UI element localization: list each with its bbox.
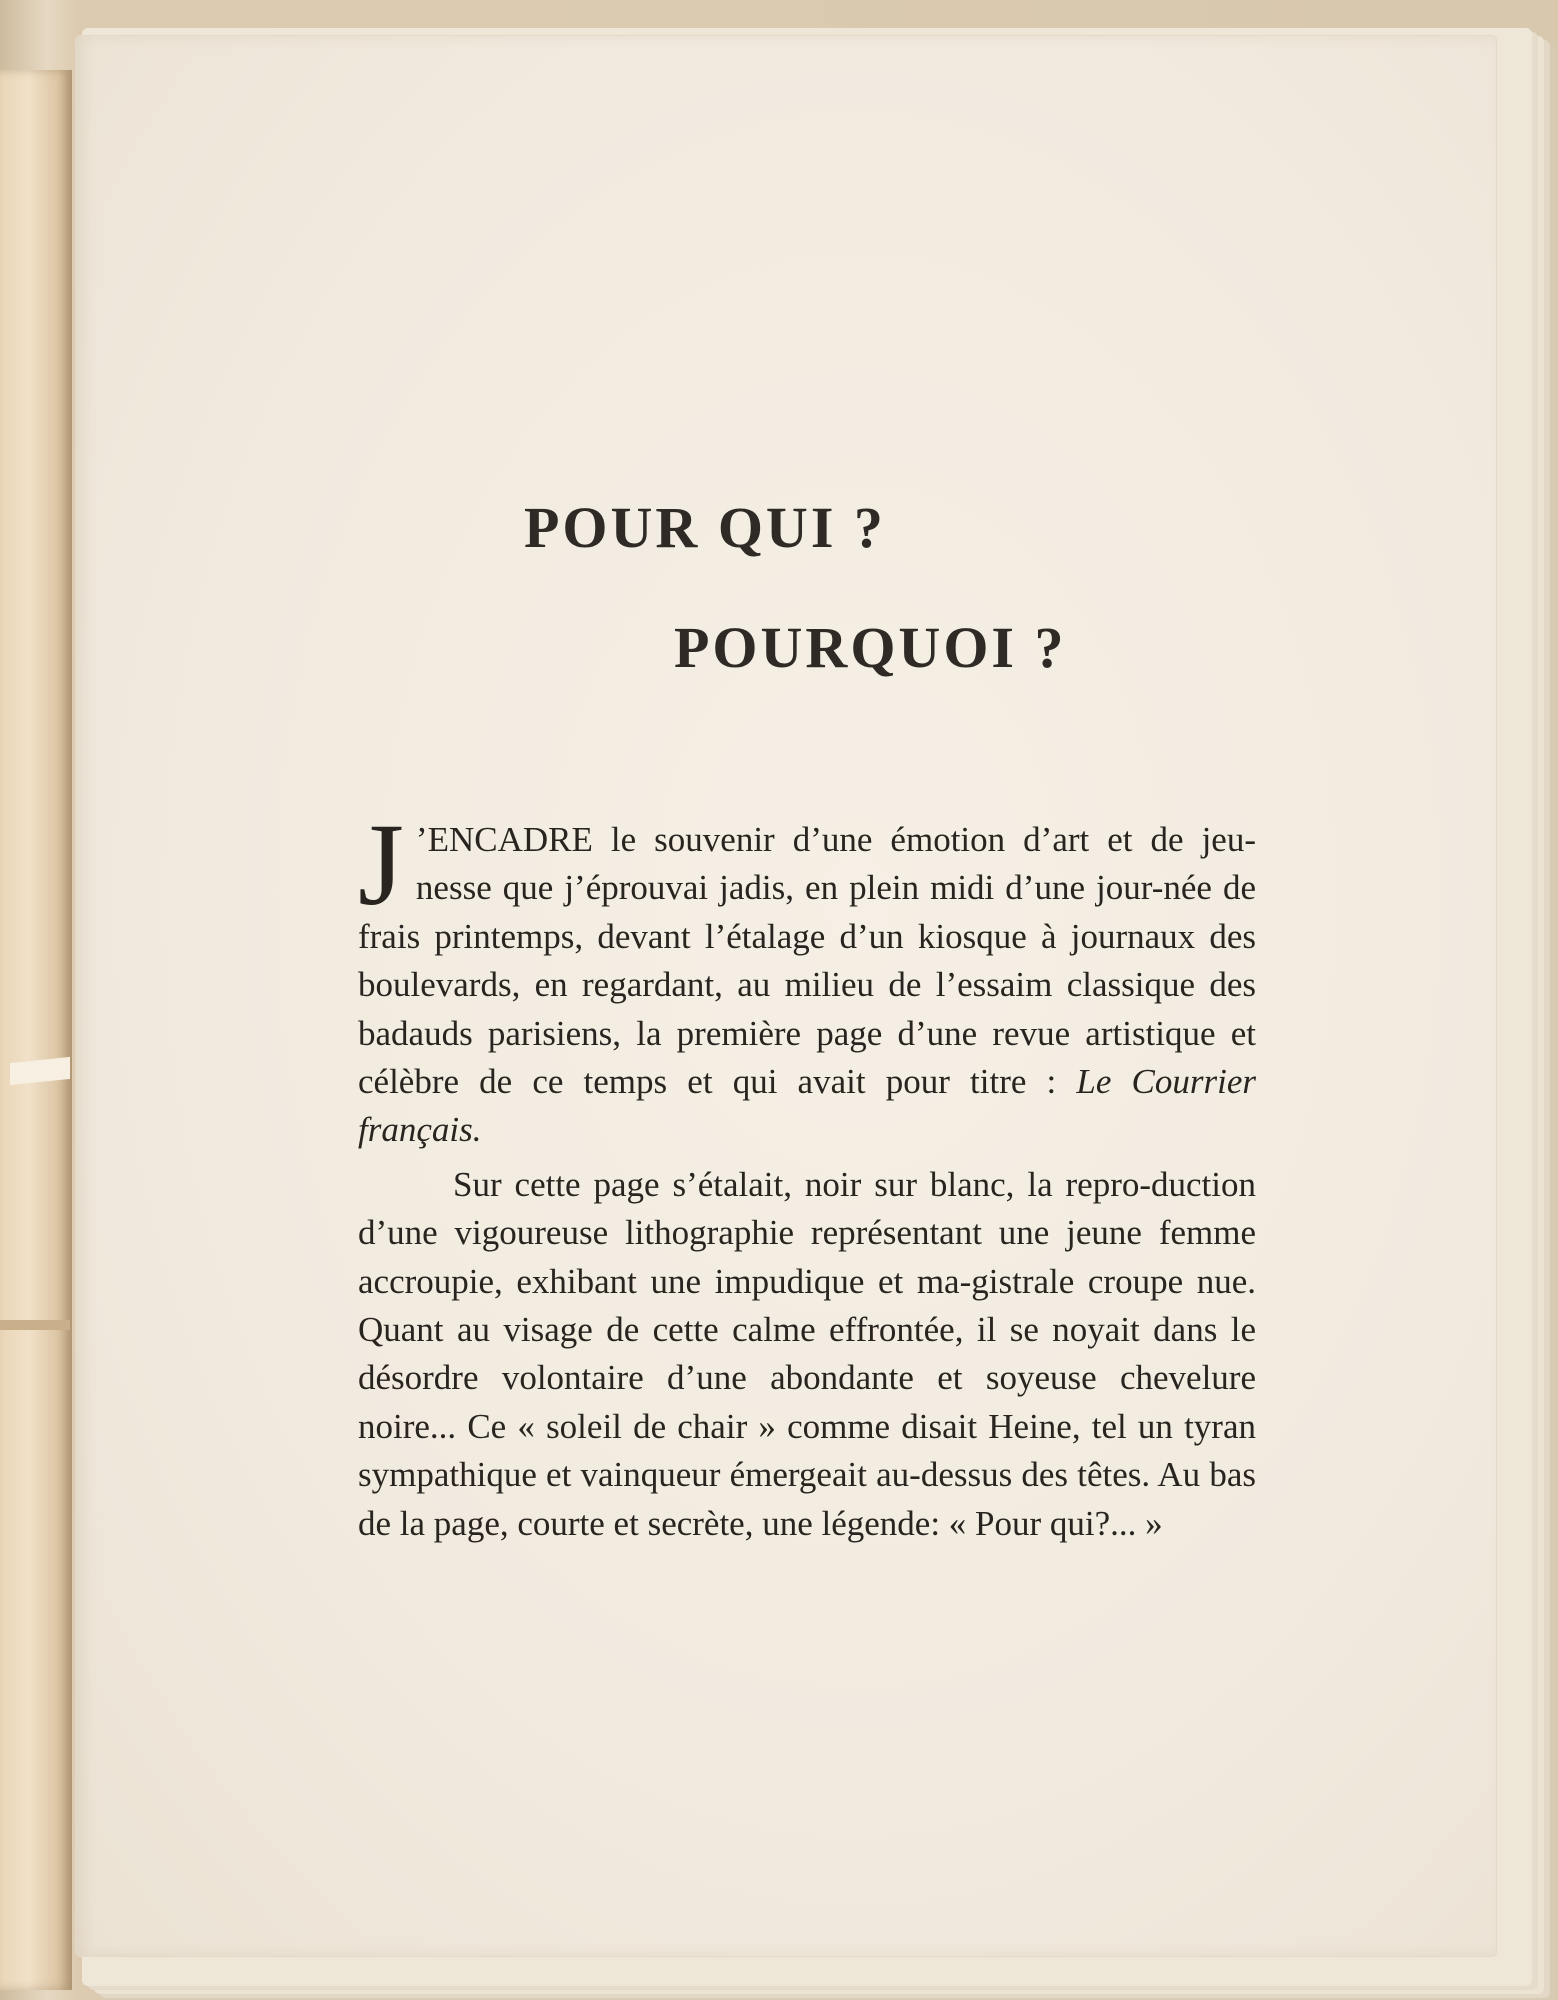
drop-cap: J [358, 799, 404, 930]
paragraph-1-text: le souvenir d’une émotion d’art et de jeu-nesse que j’éprouvai jadis, en plein midi d’une jour-née de frais printemps, devant l’étalage d’un kiosque à journaux des boulevards, en regardant, au milieu de l’essaim classique des badauds parisiens, la première page d’une revue artistique et célèbre de ce temps et qui avait pour titre : [358, 820, 1256, 1102]
cover-fold [0, 1320, 70, 1330]
title-line-1: POUR QUI ? [524, 495, 886, 560]
paragraph-2: Sur cette page s’étalait, noir sur blanc, la repro-duction d’une vigoureuse lithographie représentant une jeune femme accroupie, exhibant une impudique et ma-gistrale croupe nue. Quant au visage de cette calme effrontée, il se noyait dans le désordre volontaire d’une abondante et soyeuse chevelure noire... Ce « soleil de chair » comme disait Heine, tel un tyran sympathique et vainqueur émergeait au-dessus des têtes. Au bas de la page, courte et secrète, une légende: « Pour qui?... » [358, 1164, 1256, 1543]
opening-small-caps: ’ENCADRE [415, 820, 593, 859]
journal-title: Le Courrier français. [358, 1062, 1256, 1150]
cover-tear [10, 1057, 70, 1085]
title-line-2: POURQUOI ? [674, 615, 1067, 680]
paragraph-1 [358, 799, 1256, 1155]
folded-cover [0, 70, 72, 1990]
book-page [76, 36, 1496, 1956]
body-text [358, 799, 1256, 1548]
